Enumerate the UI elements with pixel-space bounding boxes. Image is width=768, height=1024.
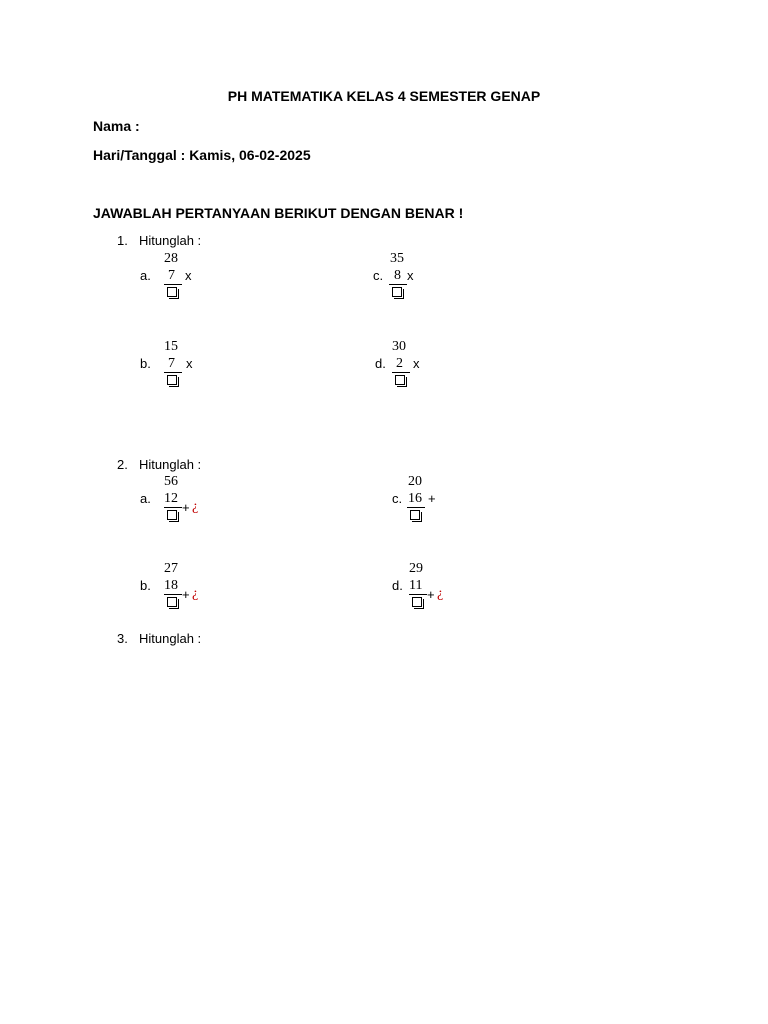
- q2a-error-mark: ¿: [192, 499, 199, 514]
- q1c-numerator: 35: [390, 251, 404, 266]
- q1a-numerator: 28: [164, 251, 178, 266]
- q2b-answer-box[interactable]: [167, 597, 177, 607]
- q1c-denominator: 8: [394, 268, 401, 283]
- q2a-denominator: 12: [164, 491, 178, 506]
- q2c-denominator: 16: [408, 491, 422, 506]
- q1a-letter: a.: [140, 268, 151, 283]
- q2c-answer-box[interactable]: [410, 510, 420, 520]
- q1a-answer-box[interactable]: [167, 287, 177, 297]
- q1b-letter: b.: [140, 356, 151, 371]
- q1c-operator: x: [407, 268, 414, 283]
- q2c-fraction-bar: [407, 507, 425, 508]
- q2b-numerator: 27: [164, 561, 178, 576]
- q2d-numerator: 29: [409, 561, 423, 576]
- q2b-letter: b.: [140, 578, 151, 593]
- q1a-operator: x: [185, 268, 192, 283]
- q1d-operator: x: [413, 356, 420, 371]
- q1b-fraction-bar: [164, 372, 182, 373]
- question-1-number: 1.: [117, 233, 128, 248]
- q1c-letter: c.: [373, 268, 384, 283]
- question-2-text: Hitunglah :: [139, 457, 202, 472]
- q2b-operator: +: [182, 587, 190, 602]
- q2a-operator: +: [182, 500, 190, 515]
- q1c-answer-box[interactable]: [392, 287, 402, 297]
- q2d-fraction-bar: [409, 594, 427, 595]
- q2d-denominator: 11: [409, 578, 423, 593]
- page-title: PH MATEMATIKA KELAS 4 SEMESTER GENAP: [227, 88, 541, 104]
- question-2-number: 2.: [117, 457, 128, 472]
- q1a-fraction-bar: [164, 284, 182, 285]
- q2d-error-mark: ¿: [437, 586, 444, 601]
- q1a-denominator: 7: [168, 268, 175, 283]
- q1d-numerator: 30: [392, 339, 406, 354]
- q2b-fraction-bar: [164, 594, 182, 595]
- name-label: Nama :: [93, 118, 140, 134]
- question-3-number: 3.: [117, 631, 128, 646]
- q2a-fraction-bar: [164, 507, 182, 508]
- q1b-numerator: 15: [164, 339, 178, 354]
- q1b-denominator: 7: [168, 356, 175, 371]
- q2c-numerator: 20: [408, 474, 422, 489]
- q1d-letter: d.: [375, 356, 386, 371]
- q2d-answer-box[interactable]: [412, 597, 422, 607]
- q1b-answer-box[interactable]: [167, 375, 177, 385]
- q1b-operator: x: [186, 356, 193, 371]
- q2d-operator: +: [427, 587, 435, 602]
- q2b-denominator: 18: [164, 578, 178, 593]
- q1d-answer-box[interactable]: [395, 375, 405, 385]
- question-1-text: Hitunglah :: [139, 233, 202, 248]
- q2a-letter: a.: [140, 491, 151, 506]
- q2c-operator: +: [428, 491, 436, 506]
- q2a-answer-box[interactable]: [167, 510, 177, 520]
- question-3-text: Hitunglah :: [139, 631, 202, 646]
- q2b-error-mark: ¿: [192, 586, 199, 601]
- q1d-denominator: 2: [396, 356, 403, 371]
- q2a-numerator: 56: [164, 474, 178, 489]
- instruction: JAWABLAH PERTANYAAN BERIKUT DENGAN BENAR !: [93, 205, 464, 221]
- q2c-letter: c.: [392, 491, 403, 506]
- q1d-fraction-bar: [392, 372, 410, 373]
- q1c-fraction-bar: [389, 284, 407, 285]
- date-label: Hari/Tanggal : Kamis, 06-02-2025: [93, 147, 311, 163]
- q2d-letter: d.: [392, 578, 403, 593]
